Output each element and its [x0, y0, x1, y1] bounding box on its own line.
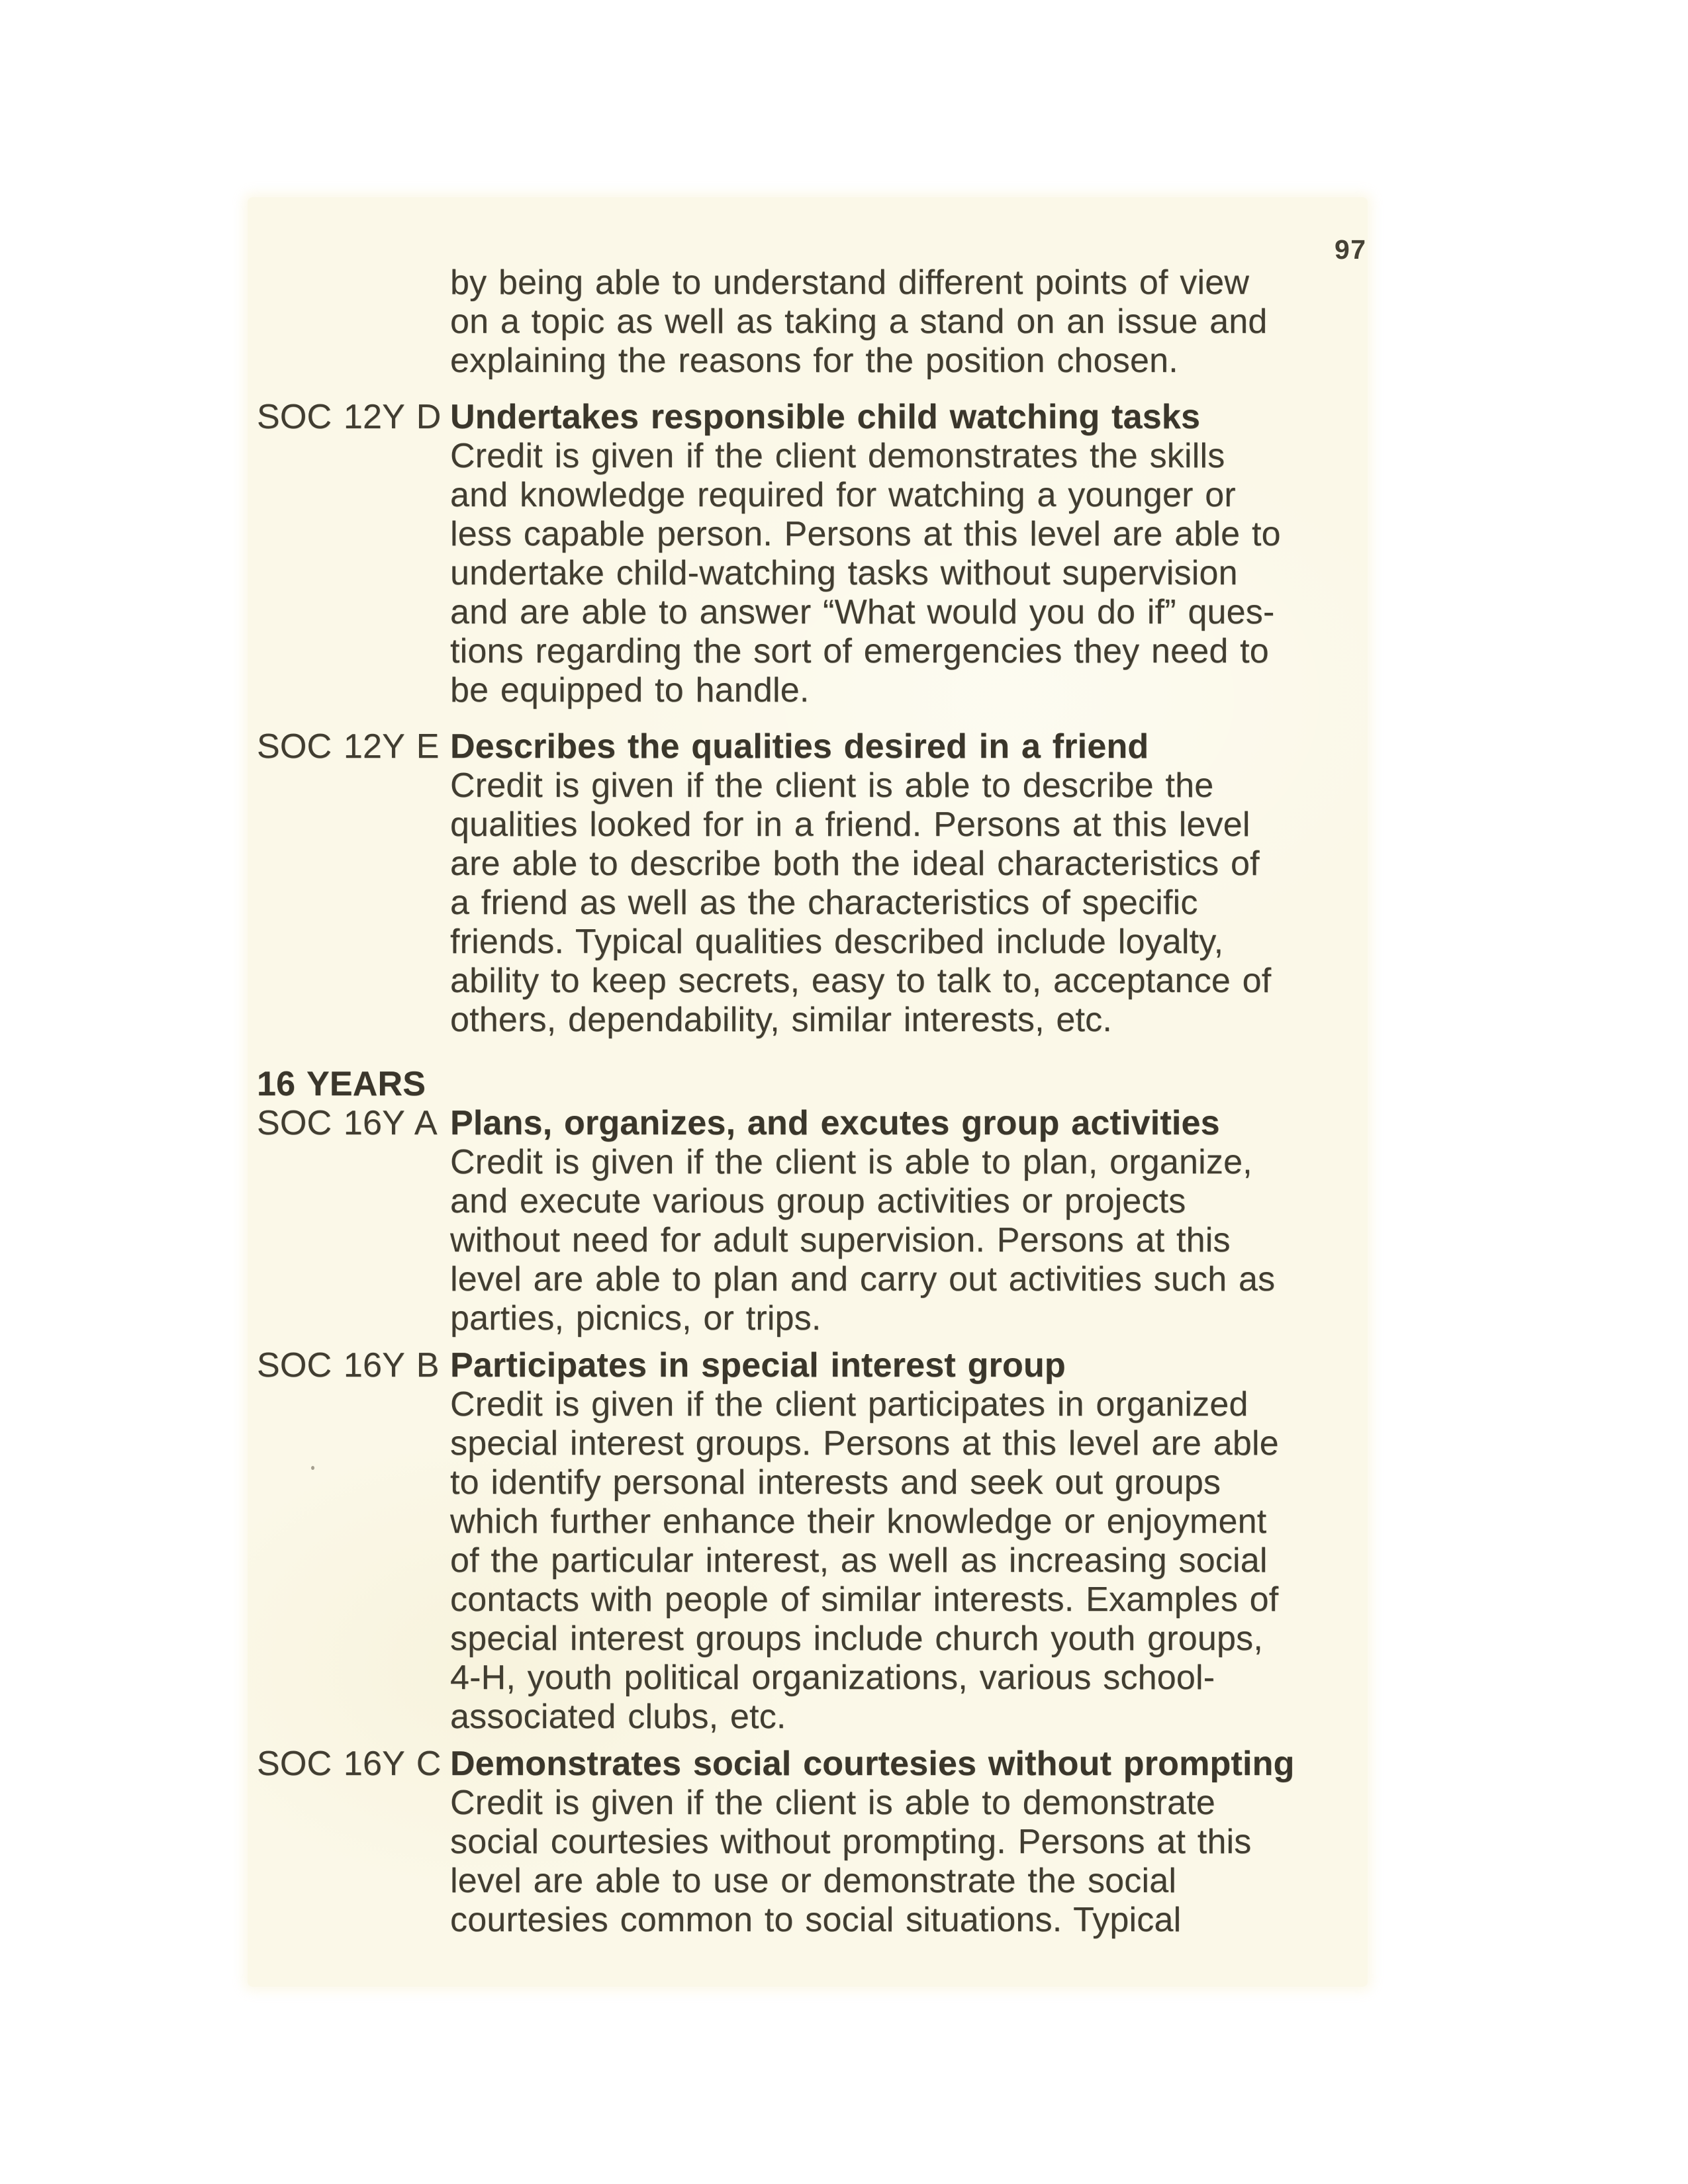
- section-soc-12y-e: [257, 727, 1342, 1040]
- text-line: Credit is given if the client is able to describe the: [450, 766, 1214, 805]
- text-line: explaining the reasons for the position chosen.: [450, 341, 1178, 380]
- page-number: 97: [1335, 234, 1367, 265]
- text-line: on a topic as well as taking a stand on an issue and: [450, 302, 1268, 341]
- text-line: without need for adult supervision. Persons at this: [450, 1221, 1231, 1259]
- text-line: level are able to use or demonstrate the social: [450, 1862, 1177, 1900]
- text-line: by being able to understand different points of view: [450, 263, 1250, 302]
- text-line: to identify personal interests and seek out groups: [450, 1463, 1221, 1502]
- section-soc-12y-d: [257, 398, 1342, 710]
- item-code-label: SOC 12Y D: [257, 398, 442, 436]
- text-line: and execute various group activities or projects: [450, 1182, 1186, 1220]
- text-line: courtesies common to social situations. Typical: [450, 1901, 1182, 1939]
- text-line: a friend as well as the characteristics of specific: [450, 884, 1198, 922]
- document-page: [248, 197, 1368, 1987]
- section-soc-16y-c: [257, 1745, 1342, 1940]
- item-heading: Demonstrates social courtesies without prompting: [450, 1745, 1295, 1783]
- item-code-label: SOC 12Y E: [257, 727, 440, 766]
- text-line: others, dependability, similar interests, etc.: [450, 1001, 1113, 1039]
- item-code-label: SOC 16Y A: [257, 1104, 438, 1142]
- section-body: [450, 1346, 1342, 1737]
- section-soc-16y-b: [257, 1346, 1342, 1737]
- text-line: social courtesies without prompting. Persons at this: [450, 1823, 1252, 1861]
- item-heading: Plans, organizes, and excutes group activities: [450, 1104, 1220, 1142]
- section-body: [450, 1745, 1342, 1940]
- text-line: Credit is given if the client is able to demonstrate: [450, 1784, 1215, 1822]
- text-line: undertake child-watching tasks without supervision: [450, 554, 1238, 592]
- text-line: are able to describe both the ideal characteristics of: [450, 844, 1260, 883]
- item-heading: Participates in special interest group: [450, 1346, 1066, 1385]
- text-line: and are able to answer “What would you do if” ques-: [450, 593, 1275, 631]
- section-body: [450, 398, 1342, 710]
- text-line: special interest groups include church youth groups,: [450, 1619, 1263, 1658]
- item-heading: Describes the qualities desired in a friend: [450, 727, 1149, 766]
- text-line: ability to keep secrets, easy to talk to, acceptance of: [450, 962, 1272, 1000]
- item-code-label: SOC 16Y B: [257, 1346, 440, 1385]
- text-line: Credit is given if the client demonstrates the skills: [450, 437, 1225, 475]
- text-line: less capable person. Persons at this level are able to: [450, 515, 1281, 553]
- age-group-header: 16 YEARS: [257, 1065, 426, 1103]
- text-line: which further enhance their knowledge or enjoyment: [450, 1502, 1267, 1541]
- text-line: parties, picnics, or trips.: [450, 1299, 821, 1338]
- intro-paragraph: [450, 263, 1342, 381]
- text-line: special interest groups. Persons at this level are able: [450, 1424, 1279, 1463]
- item-heading: Undertakes responsible child watching tasks: [450, 398, 1201, 436]
- text-line: friends. Typical qualities described include loyalty,: [450, 923, 1224, 961]
- page-content: [257, 263, 1342, 1940]
- text-line: Credit is given if the client participates in organized: [450, 1385, 1248, 1424]
- item-code-label: SOC 16Y C: [257, 1745, 442, 1783]
- text-line: of the particular interest, as well as increasing social: [450, 1541, 1268, 1580]
- text-line: level are able to plan and carry out activities such as: [450, 1260, 1276, 1298]
- section-body: [450, 1104, 1342, 1338]
- text-line: be equipped to handle.: [450, 671, 810, 709]
- section-soc-16y-a: [257, 1104, 1342, 1338]
- section-body: [450, 727, 1342, 1040]
- text-line: contacts with people of similar interests. Examples of: [450, 1580, 1279, 1619]
- text-line: tions regarding the sort of emergencies they need to: [450, 632, 1269, 670]
- text-line: qualities looked for in a friend. Persons at this level: [450, 805, 1250, 844]
- text-line: and knowledge required for watching a younger or: [450, 476, 1236, 514]
- text-line: associated clubs, etc.: [450, 1698, 786, 1736]
- text-line: Credit is given if the client is able to plan, organize,: [450, 1143, 1252, 1181]
- text-line: 4-H, youth political organizations, various school-: [450, 1659, 1215, 1697]
